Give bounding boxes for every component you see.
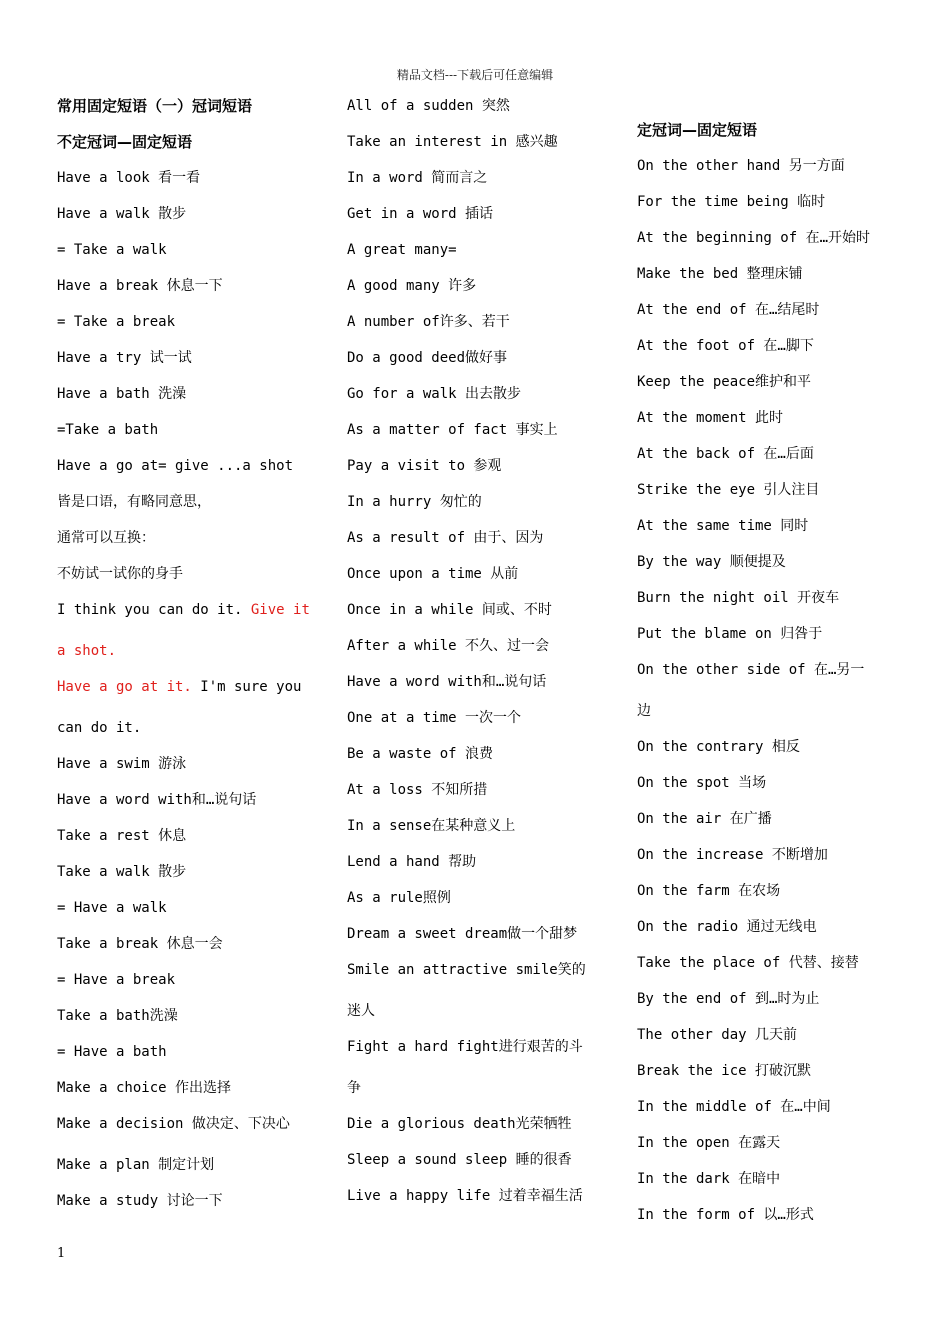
- note-line: 通常可以互换：: [57, 530, 155, 546]
- phrase-line: For the time being 临时: [637, 194, 826, 210]
- phrase-line: On the other side of 在…另一: [637, 662, 865, 678]
- phrase-line: At the foot of 在…脚下: [637, 338, 814, 354]
- phrase-line: A great many=: [347, 242, 457, 258]
- phrase-line: Once in a while 间或、不时: [347, 602, 552, 618]
- phrase-line: = Have a bath: [57, 1044, 167, 1060]
- column-indefinite-article-continued: [347, 88, 609, 1214]
- phrase-line: Die a glorious death光荣牺牲: [347, 1116, 572, 1132]
- phrase-line: Be a waste of 浪费: [347, 746, 494, 762]
- phrase-line: Keep the peace维护和平: [637, 374, 812, 390]
- phrase-line: Make a plan 制定计划: [57, 1157, 215, 1173]
- phrase-line: At the beginning of 在…开始时: [637, 230, 871, 246]
- phrase-line: On the farm 在农场: [637, 883, 781, 899]
- phrase-line: Have a word with和…说句话: [347, 674, 547, 690]
- phrase-line: Take an interest in 感兴趣: [347, 134, 558, 150]
- phrase-line: In the dark 在暗中: [637, 1171, 781, 1187]
- phrase-line: On the increase 不断增加: [637, 847, 828, 863]
- phrase-line-continued: 争: [347, 1080, 361, 1096]
- phrase-line: =Take a bath: [57, 422, 159, 438]
- example-text: I think you can do it.: [57, 602, 251, 618]
- phrase-line: Fight a hard fight进行艰苦的斗: [347, 1039, 583, 1055]
- example-period: .: [107, 643, 117, 659]
- phrase-line: In a sense在某种意义上: [347, 818, 516, 834]
- phrase-line: Do a good deed做好事: [347, 350, 508, 366]
- column-definite-article: [637, 112, 899, 1233]
- phrase-line: Take a break 休息一会: [57, 936, 223, 952]
- phrase-line: A number of许多、若干: [347, 314, 510, 330]
- phrase-line: Go for a walk 出去散步: [347, 386, 522, 402]
- example-line: [57, 592, 322, 633]
- phrase-line: By the end of 到…时为止: [637, 991, 820, 1007]
- phrase-line: Make a study 讨论一下: [57, 1193, 223, 1209]
- phrase-line: One at a time 一次一个: [347, 710, 522, 726]
- phrase-line: = Have a walk: [57, 900, 167, 916]
- phrase-line: At the end of 在…结尾时: [637, 302, 820, 318]
- phrase-line: On the air 在广播: [637, 811, 772, 827]
- phrase-line: = Have a break: [57, 972, 176, 988]
- phrase-line: Have a try 试一试: [57, 350, 192, 366]
- phrase-line: Have a go at= give ...a shot: [57, 458, 294, 474]
- phrase-line: At the same time 同时: [637, 518, 809, 534]
- phrase-line: Burn the night oil 开夜车: [637, 590, 840, 606]
- phrase-line: Take the place of 代替、接替: [637, 955, 859, 971]
- phrase-line-continued: 边: [637, 703, 651, 719]
- phrase-line: As a matter of fact 事实上: [347, 422, 558, 438]
- example-text: I'm sure you: [191, 679, 302, 695]
- phrase-line: Have a break 休息一下: [57, 278, 223, 294]
- example-highlight: a shot: [57, 643, 108, 659]
- section-title-indefinite: 不定冠词—固定短语: [57, 133, 193, 151]
- phrase-line: Take a rest 休息: [57, 828, 187, 844]
- example-line: can do it.: [57, 720, 142, 736]
- phrase-line: At the back of 在…后面: [637, 446, 814, 462]
- phrase-line: Break the ice 打破沉默: [637, 1063, 812, 1079]
- phrase-line: Lend a hand 帮助: [347, 854, 477, 870]
- phrase-line: As a rule照例: [347, 890, 451, 906]
- column-indefinite-article: [57, 88, 322, 1219]
- phrase-line: On the contrary 相反: [637, 739, 800, 755]
- phrase-line: As a result of 由于、因为: [347, 530, 544, 546]
- phrase-line: On the spot 当场: [637, 775, 767, 791]
- page-header: 精品文档---下载后可任意编辑: [396, 68, 554, 82]
- phrase-line: Strike the eye 引人注目: [637, 482, 820, 498]
- example-line: [57, 633, 322, 669]
- phrase-line: In the middle of 在…中间: [637, 1099, 831, 1115]
- phrase-line: Make the bed 整理床铺: [637, 266, 803, 282]
- phrase-line: Put the blame on 归咎于: [637, 626, 823, 642]
- phrase-line: In a word 简而言之: [347, 170, 488, 186]
- note-line: 皆是口语，有略同意思，: [57, 494, 211, 510]
- phrase-line: On the radio 通过无线电: [637, 919, 817, 935]
- phrase-line: Sleep a sound sleep 睡的很香: [347, 1152, 572, 1168]
- phrase-line: Get in a word 插话: [347, 206, 494, 222]
- phrase-line: Dream a sweet dream做一个甜梦: [347, 926, 578, 942]
- phrase-line: After a while 不久、过一会: [347, 638, 550, 654]
- phrase-line: By the way 顺便提及: [637, 554, 786, 570]
- phrase-line: At a loss 不知所措: [347, 782, 488, 798]
- phrase-line: Have a look 看一看: [57, 170, 201, 186]
- phrase-line: On the other hand 另一方面: [637, 158, 845, 174]
- phrase-line: At the moment 此时: [637, 410, 784, 426]
- phrase-line: Smile an attractive smile笑的: [347, 962, 586, 978]
- document-title: 常用固定短语（一）冠词短语: [57, 97, 253, 115]
- example-highlight: Give it: [250, 602, 310, 618]
- phrase-line: Have a word with和…说句话: [57, 792, 257, 808]
- phrase-line: The other day 几天前: [637, 1027, 798, 1043]
- phrase-line: A good many 许多: [347, 278, 477, 294]
- phrase-line: Have a swim 游泳: [57, 756, 187, 772]
- note-line: 不妨试一试你的身手: [57, 566, 183, 582]
- page-number: 1: [57, 1246, 66, 1261]
- phrase-line-continued: 迷人: [347, 1003, 375, 1019]
- phrase-line: = Take a break: [57, 314, 176, 330]
- phrase-line: Pay a visit to 参观: [347, 458, 502, 474]
- phrase-line: In the form of 以…形式: [637, 1207, 814, 1223]
- example-highlight: Have a go at it.: [57, 679, 192, 695]
- phrase-line: All of a sudden 突然: [347, 98, 510, 114]
- example-line: [57, 669, 322, 710]
- phrase-line: Have a bath 洗澡: [57, 386, 187, 402]
- phrase-line: Live a happy life 过着幸福生活: [347, 1188, 583, 1204]
- phrase-line: Make a choice 作出选择: [57, 1080, 232, 1096]
- phrase-line: In the open 在露天: [637, 1135, 781, 1151]
- phrase-line: Once upon a time 从前: [347, 566, 519, 582]
- phrase-line: In a hurry 匆忙的: [347, 494, 482, 510]
- phrase-line: Take a bath洗澡: [57, 1008, 178, 1024]
- phrase-line: Take a walk 散步: [57, 864, 187, 880]
- phrase-line: Have a walk 散步: [57, 206, 187, 222]
- phrase-line: Make a decision 做决定、下决心: [57, 1116, 290, 1132]
- section-title-definite: 定冠词—固定短语: [637, 121, 758, 139]
- phrase-line: = Take a walk: [57, 242, 167, 258]
